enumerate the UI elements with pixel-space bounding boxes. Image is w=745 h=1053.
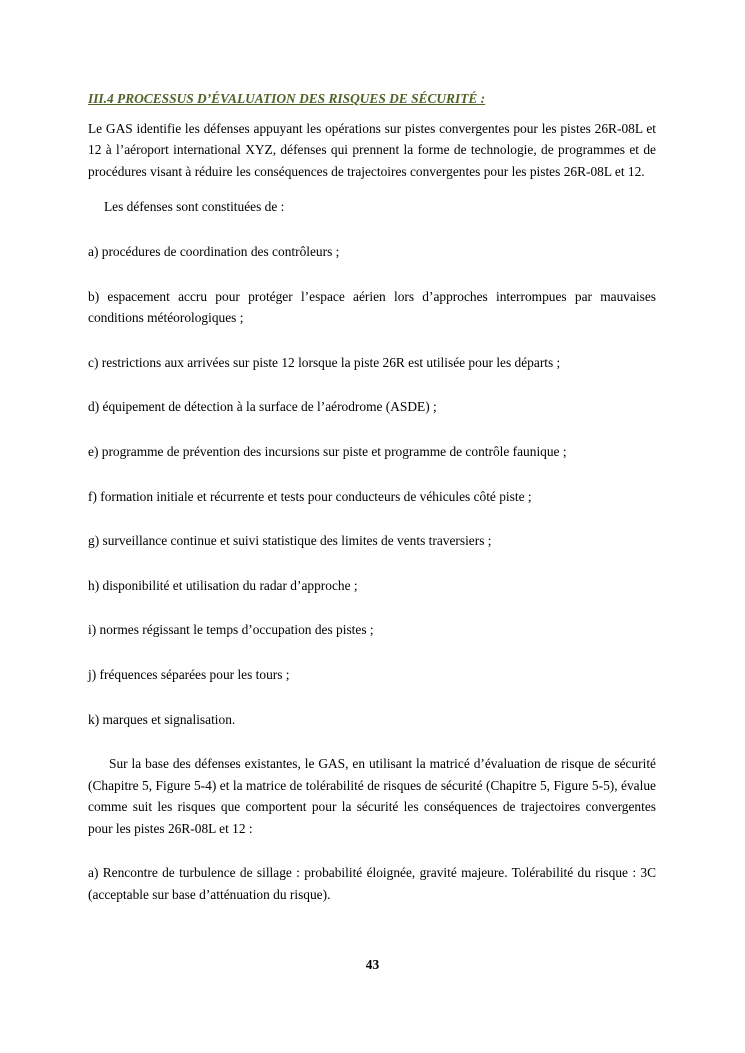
defense-item-h: h) disponibilité et utilisation du radar d’approche ; (88, 577, 358, 593)
defense-item-g: g) surveillance continue et suivi statistique des limites de vents traversiers ; (88, 533, 492, 549)
page-number: 43 (365, 957, 380, 972)
risk-item-a: a) Rencontre de turbulence de sillage : probabilité éloignée, gravité majeure. Tolérabilité du risque : 3C (acceptable sur base d’atténuation du risque). (88, 865, 656, 903)
defense-item-k: k) marques et signalisation. (88, 711, 236, 727)
defense-item-c: c) restrictions aux arrivées sur piste 12 lorsque la piste 26R est utilisée pour les départs ; (88, 354, 561, 370)
defense-item-i: i) normes régissant le temps d’occupation des pistes ; (88, 622, 374, 638)
document-body (88, 88, 656, 906)
defense-item-f: f) formation initiale et récurrente et tests pour conducteurs de véhicules côté piste ; (88, 488, 532, 504)
section-heading: III.4 PROCESSUS D’ÉVALUATION DES RISQUES DE SÉCURITÉ : (88, 91, 486, 106)
defense-item-a: a) procédures de coordination des contrôleurs ; (88, 243, 340, 259)
defense-item-b: b) espacement accru pour protéger l’espace aérien lors d’approches interrompues par mauvaises conditions météorologiques ; (88, 288, 656, 326)
defense-item-d: d) équipement de détection à la surface de l’aérodrome (ASDE) ; (88, 399, 437, 415)
defense-item-j: j) fréquences séparées pour les tours ; (88, 666, 290, 682)
intro-paragraph: Le GAS identifie les défenses appuyant les opérations sur pistes convergentes pour les pistes 26R-08L et 12 à l’aéroport international XYZ, défenses qui prennent la forme de technologie, de programmes et de procédures visant à réduire les conséquences de trajectoires convergentes pour les pistes 26R-08L et 12. (88, 120, 656, 179)
defense-item-e: e) programme de prévention des incursions sur piste et programme de contrôle faunique ; (88, 443, 567, 459)
assessment-paragraph: Sur la base des défenses existantes, le GAS, en utilisant la matricé d’évaluation de risque de sécurité (Chapitre 5, Figure 5-4) et la matrice de tolérabilité de risques de sécurité (Chapitre 5, Figure 5-5), évalue comme suit les risques que comportent pour la sécurité les conséquences de trajectoires convergentes pour les pistes 26R-08L et 12 : (88, 756, 656, 836)
defenses-lead: Les défenses sont constituées de : (104, 199, 285, 215)
